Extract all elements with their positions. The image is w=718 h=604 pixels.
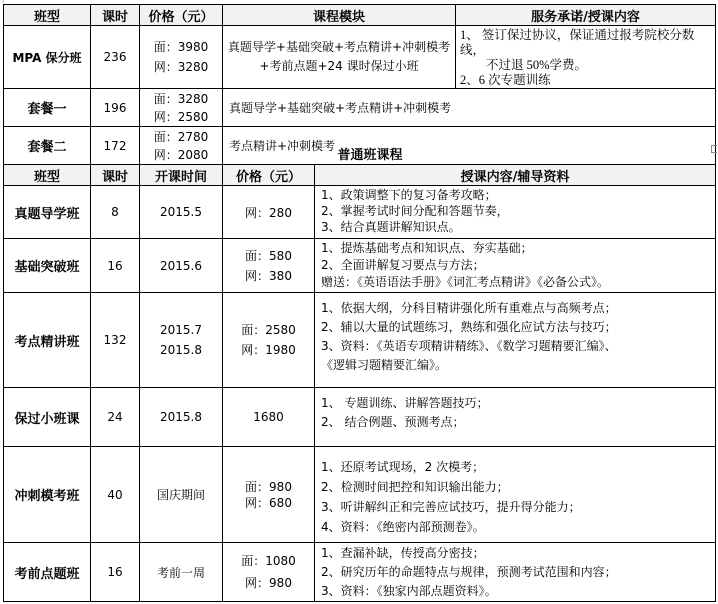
class-hours: 24 [91,388,140,447]
price-online: 网：380 [245,268,292,283]
price-offline: 面：580 [245,248,292,263]
class-type: 考前点题班 [4,543,91,602]
class-start [140,293,223,388]
price-offline: 面：3280 [153,91,209,106]
class-type: 套餐一 [4,89,91,127]
class-service [456,26,716,89]
content-line: 3、资料：《英语专项精讲精练》、《数学习题精要汇编》、 [321,339,617,353]
class-start: 2015.8 [140,388,223,447]
price-online: 网：1980 [241,343,296,357]
header-hours: 课时 [91,5,140,26]
class-content [315,293,716,388]
header-modules: 课程模块 [223,5,456,26]
content-line: 3、听讲解纠正和完善应试技巧，提升得分能力； [321,500,581,514]
header-service: 服务承诺/授课内容 [456,5,716,26]
class-hours: 16 [91,543,140,602]
class-content [315,543,716,602]
price-online: 网：980 [245,576,292,590]
corner-mark [0,0,4,3]
service-line: 不过退 50%学费。 [486,58,588,72]
content-line: 1、政策调整下的复习备考攻略； [321,188,497,202]
content-line: 4、资料：《绝密内部预测卷》。 [321,520,485,534]
class-modules [223,26,456,89]
price-online: 网：680 [245,495,292,510]
price-offline: 面：3980 [153,40,209,54]
class-price [223,447,315,543]
class-hours: 132 [91,293,140,388]
class-content [315,388,716,447]
class-content [315,447,716,543]
table-row [4,543,716,602]
header-type: 班型 [4,165,91,186]
class-price [223,239,315,293]
class-price [223,293,315,388]
class-start: 国庆期间 [140,447,223,543]
header-content: 授课内容/辅导资料 [315,165,716,186]
class-type: 保过小班课 [4,388,91,447]
table-row [4,388,716,447]
price-offline: 面：1080 [241,554,296,568]
header-start: 开课时间 [140,165,223,186]
class-type: 考点精讲班 [4,293,91,388]
class-price: 1680 [223,388,315,447]
class-hours: 40 [91,447,140,543]
package-table [3,4,716,165]
header-hours: 课时 [91,165,140,186]
content-line: 3、资料：《独家内部点题资料》。 [321,583,497,598]
module-line: +考前点题+24 课时保过小班 [259,59,419,73]
service-line: 1、 签订保过协议，保证通过报考院校分数线， [460,28,695,57]
table-row [4,447,716,543]
section-title: 普通班课程 [337,148,403,163]
class-start: 2015.5 [140,186,223,239]
class-modules: 考点精讲+冲刺模考 [223,127,716,165]
header-price: 价格（元） [140,5,223,26]
regular-course-table [3,164,716,602]
content-line: 2、 结合例题、预测考点； [321,415,465,429]
module-line: 真题导学+基础突破+考点精讲+冲刺模考 [227,40,451,54]
class-price [223,543,315,602]
price-online: 网：3280 [153,60,209,74]
package-table-header [4,5,716,26]
price-online: 网：2580 [153,109,209,124]
start-date: 2015.8 [160,343,202,357]
class-price [140,89,223,127]
header-type: 班型 [4,5,91,26]
price-online: 网：2080 [153,147,209,162]
content-line: 1、提炼基础考点和知识点、夯实基础； [321,241,533,255]
content-line: 2、掌握考试时间分配和答题节奏， [321,204,509,218]
price-offline: 面：2780 [153,129,209,144]
table-row [4,89,716,127]
start-date: 2015.7 [160,323,202,337]
class-modules: 真题导学+基础突破+考点精讲+冲刺模考 [223,89,716,127]
class-price [140,26,223,89]
class-type: 套餐二 [4,127,91,165]
content-line: 1、还原考试现场，2 次模考； [321,460,485,474]
header-price: 价格（元） [223,165,315,186]
content-line: 2、研究历年的命题特点与规律，预测考试范围和内容； [321,564,617,579]
class-type: MPA 保分班 [4,26,91,89]
class-type: 基础突破班 [4,239,91,293]
content-line: 1、 专题训练、讲解答题技巧； [321,396,489,410]
table-row [4,293,716,388]
content-line: 2、检测时间把控和知识输出能力； [321,480,509,494]
table-row [4,239,716,293]
class-content [315,239,716,293]
table-row [4,186,716,239]
price-offline: 面：2580 [241,323,296,337]
content-line: 1、依据大纲，分科目精讲强化所有重难点与高频考点； [321,301,617,315]
price-offline: 面：980 [245,479,292,494]
class-hours: 236 [91,26,140,89]
class-type: 冲刺模考班 [4,447,91,543]
class-price: 网：280 [223,186,315,239]
content-line: 《逻辑习题精要汇编》。 [321,358,448,372]
class-hours: 172 [91,127,140,165]
content-line: 3、结合真题讲解知识点。 [321,220,461,234]
class-hours: 16 [91,239,140,293]
table-row [4,26,716,89]
class-content [315,186,716,239]
class-price [140,127,223,165]
content-line: 1、查漏补缺，传授高分密技； [321,545,485,560]
regular-table-header [4,165,716,186]
class-type: 真题导学班 [4,186,91,239]
content-line: 2、辅以大量的试题练习，熟练和强化应试方法与技巧； [321,320,617,334]
content-line: 赠送：《英语语法手册》《词汇考点精讲》《必备公式》。 [321,275,610,289]
class-hours: 196 [91,89,140,127]
class-hours: 8 [91,186,140,239]
content-line: 2、全面讲解复习要点与方法； [321,258,485,272]
class-start: 考前一周 [140,543,223,602]
service-line: 2、6 次专题训练 [460,73,551,87]
table-anchor-marker [711,145,717,153]
class-start: 2015.6 [140,239,223,293]
